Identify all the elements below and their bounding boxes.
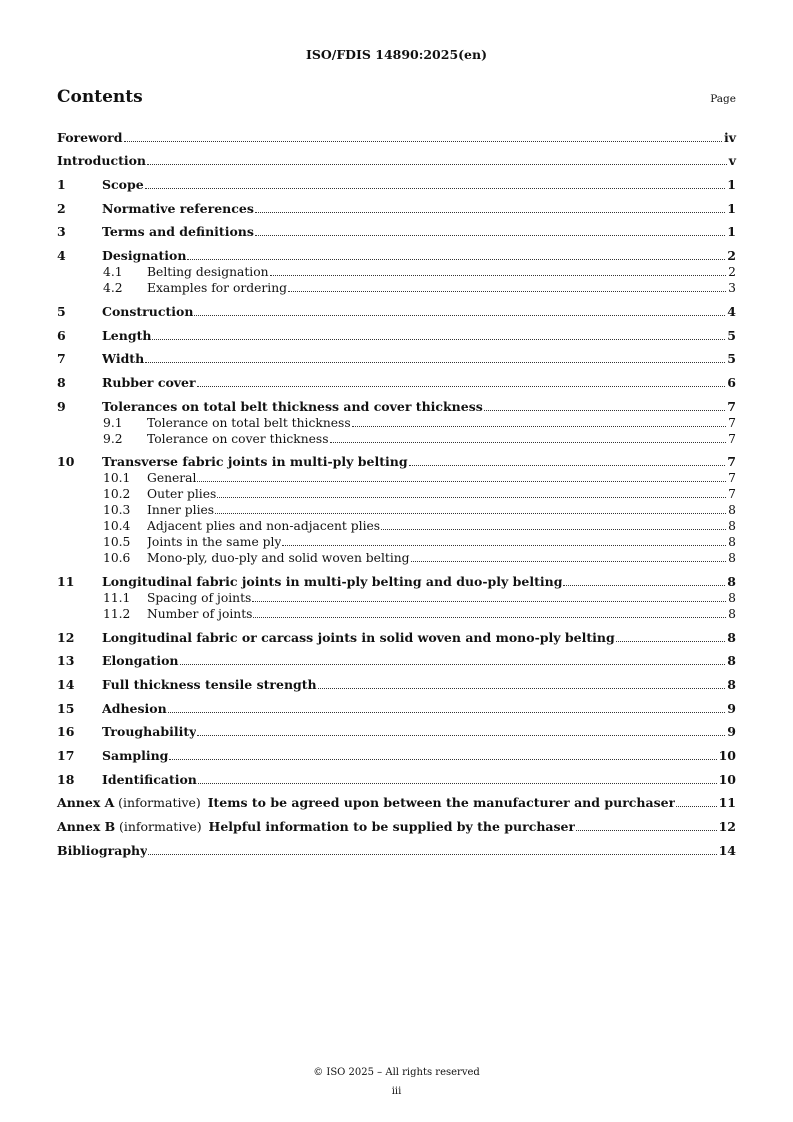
toc-subentry-title: Tolerance on total belt thickness (147, 415, 351, 430)
toc-subentry-number: 11.2 (103, 606, 131, 621)
toc-entry-page: 1 (727, 224, 736, 240)
toc-entry-1-scope[interactable] (57, 177, 736, 193)
toc-entry-title: Items to be agreed upon between the manufacturer and purchaser (207, 795, 676, 811)
leader-dots (255, 212, 725, 213)
toc-entry-14-full-thickness-tensile-strength[interactable] (57, 677, 736, 693)
toc-entry-annex-b[interactable] (57, 819, 736, 835)
toc-entry-page: 7 (727, 454, 736, 470)
page-number: iii (391, 1086, 402, 1097)
toc-subentry-page: 8 (728, 519, 736, 534)
toc-entry-title: Construction (102, 303, 194, 319)
toc-entry-title: Helpful information to be supplied by the purchaser (208, 819, 576, 835)
toc-entry-5-construction[interactable] (57, 304, 736, 320)
toc-subentry-page: 7 (728, 487, 736, 502)
toc-entry-title: Bibliography (57, 842, 148, 858)
toc-entry-title: Longitudinal fabric joints in multi-ply belting and duo-ply belting (102, 573, 563, 589)
leader-dots (411, 561, 727, 562)
toc-entry-number: 18 (57, 771, 75, 787)
toc-entry-page: 1 (727, 177, 736, 193)
toc-subentry-number: 11.1 (103, 590, 131, 605)
table-of-contents (57, 122, 736, 859)
toc-entry-annex-a[interactable] (57, 795, 736, 811)
leader-dots (381, 529, 726, 530)
toc-entry-number: 5 (57, 303, 66, 319)
toc-entry-number: 14 (57, 677, 75, 692)
toc-entry-number: 2 (57, 200, 66, 216)
toc-entry-number: 6 (57, 327, 66, 343)
toc-entry-number: 17 (57, 748, 75, 764)
toc-entry-title: Terms and definitions (102, 224, 254, 240)
toc-entry-page: 4 (727, 303, 736, 319)
toc-subentry-title: Inner plies (147, 503, 215, 518)
toc-subentry-title: Adjacent plies and non-adjacent plies (147, 519, 381, 534)
toc-subentry-10-1-general[interactable] (57, 470, 736, 486)
toc-entry-page: 10 (718, 771, 736, 787)
toc-entry-page: 5 (727, 327, 736, 343)
toc-entry-page: 8 (727, 573, 736, 589)
toc-subentry-9-1-total-belt-thickness[interactable] (57, 415, 736, 431)
leader-dots (180, 664, 726, 665)
toc-entry-title: Introduction (57, 153, 147, 169)
toc-entry-title: Length (102, 327, 152, 343)
toc-entry-number: 12 (57, 629, 75, 645)
toc-entry-number: 9 (57, 398, 66, 414)
toc-subentry-title: Mono-ply, duo-ply and solid woven belting (147, 551, 410, 566)
toc-subentry-title: Number of joints (147, 606, 253, 621)
toc-subentry-number: 9.1 (103, 415, 123, 430)
toc-entry-number: 10 (57, 454, 75, 470)
toc-entry-16-troughability[interactable] (57, 724, 736, 740)
toc-entry-6-length[interactable] (57, 328, 736, 344)
toc-entry-title: Designation (102, 248, 187, 264)
toc-subentry-page: 3 (728, 281, 736, 296)
toc-subentry-title: General (147, 471, 197, 486)
toc-entry-number: 3 (57, 224, 66, 240)
toc-entry-11-longitudinal-fabric-joints[interactable] (57, 574, 736, 590)
toc-entry-number: 16 (57, 724, 75, 740)
toc-entry-18-identification[interactable] (57, 772, 736, 788)
annex-qualifier: (informative) (118, 819, 202, 835)
toc-entry-bibliography[interactable] (57, 843, 736, 859)
toc-subentry-page: 8 (728, 551, 736, 566)
toc-entry-page: 9 (727, 724, 736, 740)
leader-dots (255, 235, 725, 236)
document-identifier: ISO/FDIS 14890:2025(en) (305, 47, 488, 62)
toc-entry-title: Full thickness tensile strength (102, 677, 317, 692)
toc-subentry-number: 4.1 (103, 265, 123, 280)
toc-entry-page: 6 (727, 374, 736, 390)
toc-subentry-number: 10.1 (103, 471, 131, 486)
toc-subentry-9-2-cover-thickness[interactable] (57, 431, 736, 447)
leader-dots (252, 601, 726, 602)
toc-entry-title: Transverse fabric joints in multi-ply belting (102, 454, 408, 470)
toc-subentry-4-1-belting-designation[interactable] (57, 264, 736, 280)
toc-entry-number: 13 (57, 653, 75, 669)
leader-dots (253, 617, 726, 618)
leader-dots (288, 291, 726, 292)
toc-entry-page: 8 (727, 653, 736, 669)
leader-dots (616, 641, 726, 642)
leader-dots (282, 545, 726, 546)
toc-subentry-title: Examples for ordering (147, 281, 287, 296)
toc-entry-8-rubber-cover[interactable] (57, 375, 736, 391)
toc-subentry-10-5-joints-same-ply[interactable] (57, 534, 736, 550)
toc-entry-title: Identification (102, 771, 197, 787)
contents-heading: Contents (57, 87, 143, 107)
leader-dots (270, 275, 727, 276)
page-column-label: Page (710, 93, 736, 105)
toc-entry-title: Foreword (57, 129, 123, 145)
leader-dots (147, 164, 727, 165)
toc-subentry-4-2-examples-for-ordering[interactable] (57, 280, 736, 296)
toc-subentry-10-6-mono-duo-solid-woven[interactable] (57, 550, 736, 566)
toc-entry-foreword[interactable] (57, 130, 736, 146)
toc-entry-title: Tolerances on total belt thickness and cover thickness (102, 398, 483, 414)
toc-subentry-10-2-outer-plies[interactable] (57, 486, 736, 502)
toc-subentry-number: 10.3 (103, 503, 131, 518)
toc-subentry-number: 9.2 (103, 431, 123, 446)
leader-dots (145, 362, 725, 363)
toc-subentry-page: 8 (728, 606, 736, 621)
toc-entry-page: 2 (727, 248, 736, 264)
leader-dots (148, 854, 716, 855)
leader-dots (215, 513, 726, 514)
leader-dots (168, 712, 726, 713)
toc-entry-17-sampling[interactable] (57, 748, 736, 764)
toc-entry-page: 14 (718, 842, 736, 858)
toc-subentry-title: Spacing of joints (147, 590, 252, 605)
annex-qualifier: (informative) (118, 795, 201, 811)
toc-entry-title: Normative references (102, 200, 254, 216)
toc-entry-12-longitudinal-carcass-joints[interactable] (57, 630, 736, 646)
toc-entry-number: 7 (57, 351, 66, 367)
toc-subentry-title: Joints in the same ply (147, 535, 282, 550)
leader-dots (194, 315, 725, 316)
toc-entry-number: 1 (57, 177, 66, 193)
toc-entry-number: 4 (57, 248, 66, 264)
toc-entry-title: Elongation (102, 653, 179, 669)
toc-entry-title: Rubber cover (102, 374, 196, 390)
leader-dots (563, 585, 725, 586)
toc-subentry-10-3-inner-plies[interactable] (57, 502, 736, 518)
leader-dots (352, 426, 727, 427)
leader-dots (318, 688, 726, 689)
leader-dots (197, 481, 726, 482)
toc-subentry-number: 10.6 (103, 551, 131, 566)
toc-entry-page: 11 (718, 795, 736, 811)
toc-entry-page: 9 (727, 700, 736, 716)
leader-dots (576, 830, 717, 831)
toc-subentry-number: 10.5 (103, 535, 131, 550)
toc-entry-page: 7 (727, 398, 736, 414)
toc-entry-title: Longitudinal fabric or carcass joints in solid woven and mono-ply belting (102, 629, 615, 645)
toc-entry-page: v (728, 153, 736, 169)
toc-subentry-page: 7 (728, 415, 736, 430)
toc-entry-title: Adhesion (102, 700, 167, 716)
toc-entry-number: 15 (57, 700, 75, 716)
toc-subentry-page: 8 (728, 535, 736, 550)
toc-entry-title: Sampling (102, 748, 169, 764)
toc-entry-page: 1 (727, 200, 736, 216)
toc-entry-introduction[interactable] (57, 153, 736, 169)
toc-entry-title: Scope (102, 177, 144, 193)
leader-dots (197, 735, 725, 736)
copyright-notice: © ISO 2025 – All rights reserved (313, 1067, 480, 1078)
annex-label: Annex A (57, 795, 115, 811)
annex-label: Annex B (57, 819, 116, 835)
toc-entry-3-terms-and-definitions[interactable] (57, 224, 736, 240)
toc-entry-4-designation[interactable] (57, 248, 736, 264)
leader-dots (217, 497, 726, 498)
toc-entry-page: 12 (718, 819, 736, 835)
toc-entry-page: 10 (718, 748, 736, 764)
toc-subentry-page: 7 (728, 431, 736, 446)
toc-entry-page: iv (723, 129, 736, 145)
toc-subentry-11-1-spacing-of-joints[interactable] (57, 590, 736, 606)
toc-subentry-title: Tolerance on cover thickness (147, 431, 329, 446)
toc-subentry-number: 10.4 (103, 519, 131, 534)
toc-entry-7-width[interactable] (57, 351, 736, 367)
toc-subentry-number: 4.2 (103, 281, 123, 296)
leader-dots (330, 442, 727, 443)
leader-dots (409, 465, 726, 466)
toc-entry-9-tolerances[interactable] (57, 399, 736, 415)
leader-dots (484, 410, 726, 411)
toc-entry-page: 5 (727, 351, 736, 367)
leader-dots (145, 188, 726, 189)
toc-entry-page: 8 (727, 677, 736, 692)
toc-entry-number: 11 (57, 573, 75, 589)
leader-dots (198, 783, 717, 784)
toc-subentry-page: 7 (728, 471, 736, 486)
toc-entry-2-normative-references[interactable] (57, 201, 736, 217)
toc-subentry-page: 2 (728, 265, 736, 280)
toc-subentry-page: 8 (728, 590, 736, 605)
leader-dots (676, 806, 716, 807)
toc-entry-page: 8 (727, 629, 736, 645)
leader-dots (152, 339, 725, 340)
toc-subentry-number: 10.2 (103, 487, 131, 502)
toc-entry-10-transverse-fabric-joints[interactable] (57, 454, 736, 470)
toc-subentry-page: 8 (728, 503, 736, 518)
leader-dots (187, 259, 725, 260)
toc-entry-number: 8 (57, 374, 66, 390)
leader-dots (124, 141, 722, 142)
toc-entry-title: Width (102, 351, 145, 367)
toc-subentry-title: Outer plies (147, 487, 217, 502)
leader-dots (197, 386, 726, 387)
toc-entry-13-elongation[interactable] (57, 653, 736, 669)
toc-entry-15-adhesion[interactable] (57, 701, 736, 717)
leader-dots (169, 759, 716, 760)
toc-subentry-title: Belting designation (147, 265, 269, 280)
toc-subentry-11-2-number-of-joints[interactable] (57, 606, 736, 622)
toc-entry-title: Troughability (102, 724, 197, 740)
toc-subentry-10-4-adjacent-plies[interactable] (57, 518, 736, 534)
